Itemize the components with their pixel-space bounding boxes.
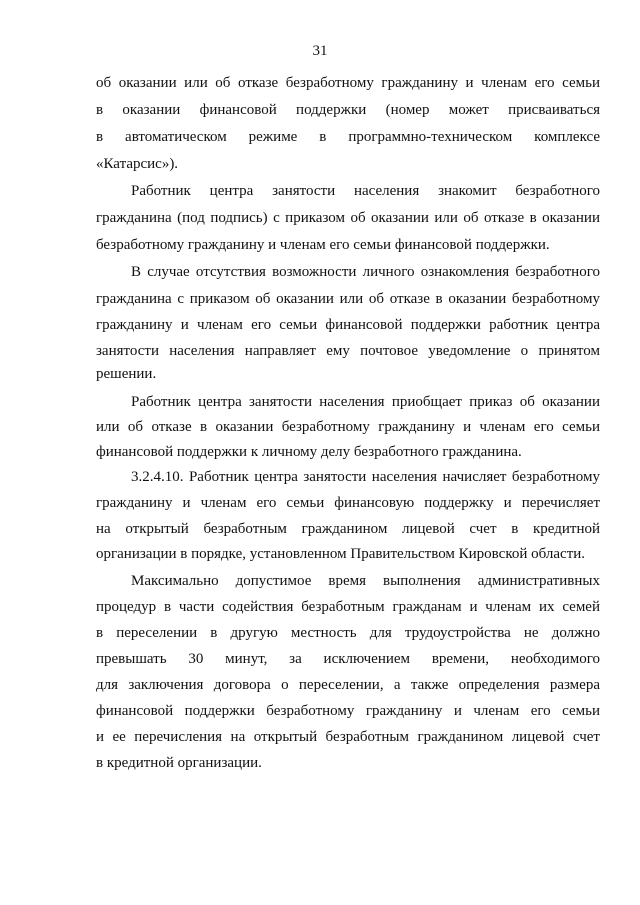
- text-line: или об отказе в оказании безработному гражданину и членам его семьи: [96, 419, 600, 435]
- page-number: 31: [312, 43, 328, 59]
- text-line: об оказании или об отказе безработному гражданину и членам его семьи: [96, 75, 600, 91]
- text-line: гражданину и членам его семьи финансовой поддержки работник центра: [96, 317, 600, 333]
- text-line: гражданина (под подпись) с приказом об оказании или об отказе в оказании: [96, 210, 600, 226]
- text-line: «Катарсис»).: [96, 156, 179, 172]
- text-line: финансовой поддержки к личному делу безработного гражданина.: [96, 444, 522, 460]
- text-line: в оказании финансовой поддержки (номер может присваиваться: [96, 102, 600, 118]
- text-line: гражданину и членам его семьи финансовую поддержку и перечисляет: [96, 495, 600, 511]
- text-line: в автоматическом режиме в программно-техническом комплексе: [96, 129, 600, 145]
- text-line: финансовой поддержки безработному гражданину и членам его семьи: [96, 703, 600, 719]
- text-line: и ее перечисления на открытый безработным гражданином лицевой счет: [96, 729, 600, 745]
- text-line: Максимально допустимое время выполнения административных: [131, 573, 600, 589]
- text-line: В случае отсутствия возможности личного ознакомления безработного: [131, 264, 600, 280]
- text-line: в кредитной организации.: [96, 755, 262, 771]
- text-line: в переселении в другую местность для трудоустройства не должно: [96, 625, 600, 641]
- text-line: процедур в части содействия безработным гражданам и членам их семей: [96, 599, 600, 615]
- text-line: на открытый безработным гражданином лицевой счет в кредитной: [96, 521, 600, 537]
- text-line: для заключения договора о переселении, а также определения размера: [96, 677, 600, 693]
- text-line: гражданина с приказом об оказании или об отказе в оказании безработному: [96, 291, 600, 307]
- text-line: занятости населения направляет ему почтовое уведомление о принятом: [96, 343, 600, 359]
- text-line: безработному гражданину и членам его семьи финансовой поддержки.: [96, 237, 550, 253]
- text-line: превышать 30 минут, за исключением времени, необходимого: [96, 651, 600, 667]
- text-line: Работник центра занятости населения знакомит безработного: [131, 183, 600, 199]
- text-line: решении.: [96, 366, 157, 382]
- text-line: Работник центра занятости населения приобщает приказ об оказании: [131, 394, 600, 410]
- text-line: организации в порядке, установленном Правительством Кировской области.: [96, 546, 586, 562]
- text-line: 3.2.4.10. Работник центра занятости населения начисляет безработному: [131, 469, 600, 485]
